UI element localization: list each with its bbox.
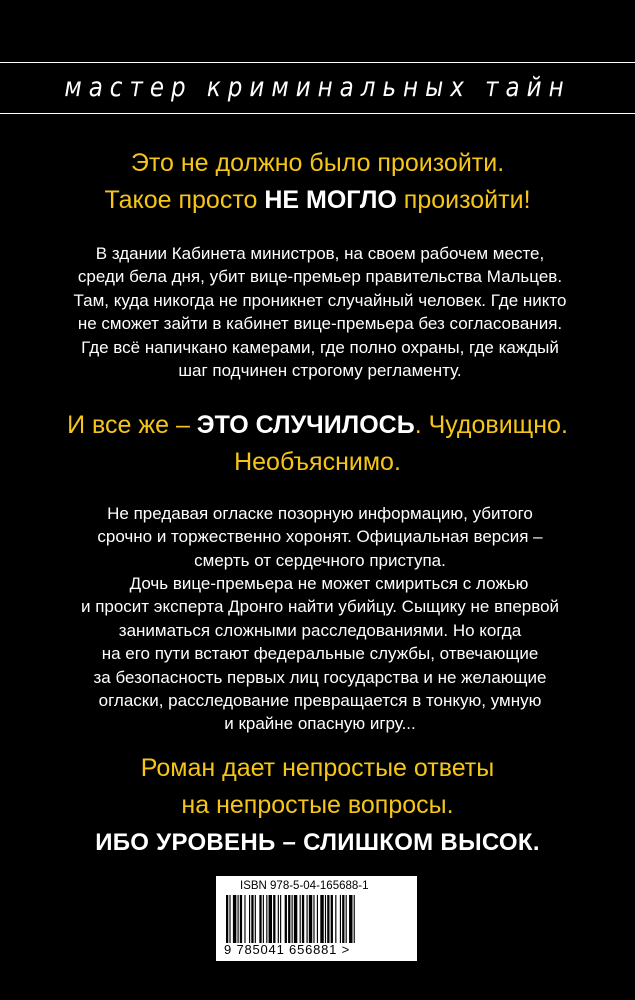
barcode-bar xyxy=(251,895,253,943)
barcode-bars xyxy=(224,895,407,943)
paragraph-1-line: шаг подчинен строгому регламенту. xyxy=(178,361,462,381)
barcode-bar xyxy=(349,895,352,943)
barcode-bar xyxy=(259,895,261,943)
barcode-bar xyxy=(266,895,267,943)
paragraph-1-line: среди бела дня, убит вице-премьер правительства Мальцев. xyxy=(77,267,563,287)
lead-2-text-after: . Чудовищно. xyxy=(414,411,568,439)
barcode-bar xyxy=(327,895,329,943)
barcode-bar xyxy=(285,895,287,943)
lead-2-line-1 xyxy=(0,407,635,444)
barcode-bar xyxy=(354,895,355,943)
lead-2-emphasis: ЭТО СЛУЧИЛОСЬ xyxy=(196,411,415,439)
barcode-bar xyxy=(317,895,318,943)
barcode-bar xyxy=(244,895,245,943)
paragraph-2-line: смерть от сердечного приступа. xyxy=(194,550,446,570)
barcode-digits: 9 785041 656881 > xyxy=(224,942,351,957)
paragraph-2-line: срочно и торжественно хоронят. Официальная версия – xyxy=(97,527,543,547)
barcode-bar xyxy=(263,895,264,943)
lead-1-line-2 xyxy=(0,182,635,219)
isbn-barcode xyxy=(216,876,417,961)
barcode-bar xyxy=(292,895,293,943)
paragraph-2 xyxy=(55,502,585,572)
series-title: мастер криминальных тайн xyxy=(64,73,571,103)
lead-1-text-before: Такое просто xyxy=(104,186,265,214)
barcode-bar xyxy=(255,895,256,943)
paragraph-3-line: и просит эксперта Дронго найти убийцу. Сыщику не впервой xyxy=(80,597,560,617)
paragraph-3-line: за безопасность первых лиц государства и не желающие xyxy=(93,667,547,687)
barcode-bar xyxy=(229,895,230,943)
barcode-bar xyxy=(307,895,308,943)
closing-line-2: на непростые вопросы. xyxy=(181,791,454,819)
barcode-bar xyxy=(278,895,279,943)
barcode-bar xyxy=(273,895,275,943)
barcode-bar xyxy=(233,895,236,943)
barcode-bar xyxy=(320,895,323,943)
paragraph-2-line: Не предавая огласке позорную информацию, убитого xyxy=(107,504,533,523)
barcode-bar xyxy=(313,895,314,943)
barcode-bar xyxy=(340,895,341,943)
paragraph-1-line: не сможет зайти в кабинет вице-премьера без согласования. xyxy=(77,314,563,334)
closing-block xyxy=(0,750,635,861)
barcode-bar xyxy=(288,895,290,943)
paragraph-1-line: Там, куда никогда не проникнет случайный человек. Где никто xyxy=(73,290,567,310)
lead-2-line-2: Необъяснимо. xyxy=(234,448,401,476)
barcode-bar xyxy=(309,895,312,943)
barcode-bar xyxy=(302,895,304,943)
barcode-bar xyxy=(280,895,281,943)
barcode-bar xyxy=(325,895,326,943)
paragraph-3-line: огласки, расследование превращается в тонкую, умную xyxy=(98,691,542,711)
paragraph-1 xyxy=(55,242,585,382)
barcode-bar xyxy=(249,895,250,943)
barcode-bar xyxy=(335,895,336,943)
barcode-bar xyxy=(226,895,228,943)
lead-2-text-before: И все же – xyxy=(67,411,197,439)
barcode-bar xyxy=(346,895,347,943)
barcode-bar xyxy=(331,895,333,943)
lead-block-2 xyxy=(0,407,635,481)
barcode-bar xyxy=(240,895,242,943)
paragraph-1-line: В здании Кабинета министров, на своем рабочем месте, xyxy=(95,244,545,263)
paragraph-1-line: Где всё напичкано камерами, где полно охраны, где каждый xyxy=(81,337,559,357)
barcode-bar xyxy=(238,895,239,943)
lead-1-text-after: произойти! xyxy=(396,186,531,214)
closing-line-3: ИБО УРОВЕНЬ – СЛИШКОМ ВЫСОК. xyxy=(95,829,540,856)
barcode-bar xyxy=(300,895,301,943)
paragraph-3 xyxy=(55,572,585,736)
lead-1-line-1: Это не должно было произойти. xyxy=(130,149,505,177)
paragraph-3-line: и крайне опасную игру... xyxy=(224,714,416,734)
barcode-bar xyxy=(342,895,344,943)
barcode-bar xyxy=(269,895,272,943)
series-banner xyxy=(0,62,635,114)
paragraph-3-line: Дочь вице-премьера не может смириться с ложью xyxy=(129,574,529,593)
lead-1-emphasis: НЕ МОГЛО xyxy=(264,186,397,214)
isbn-label: ISBN 978-5-04-165688-1 xyxy=(240,880,369,892)
paragraph-3-line: на его пути встают федеральные службы, отвечающие xyxy=(101,644,539,664)
closing-line-1: Роман дает непростые ответы xyxy=(140,754,495,782)
lead-block-1 xyxy=(0,145,635,219)
paragraph-3-line: заниматься сложными расследованиями. Но когда xyxy=(118,620,522,640)
barcode-bar xyxy=(294,895,297,943)
